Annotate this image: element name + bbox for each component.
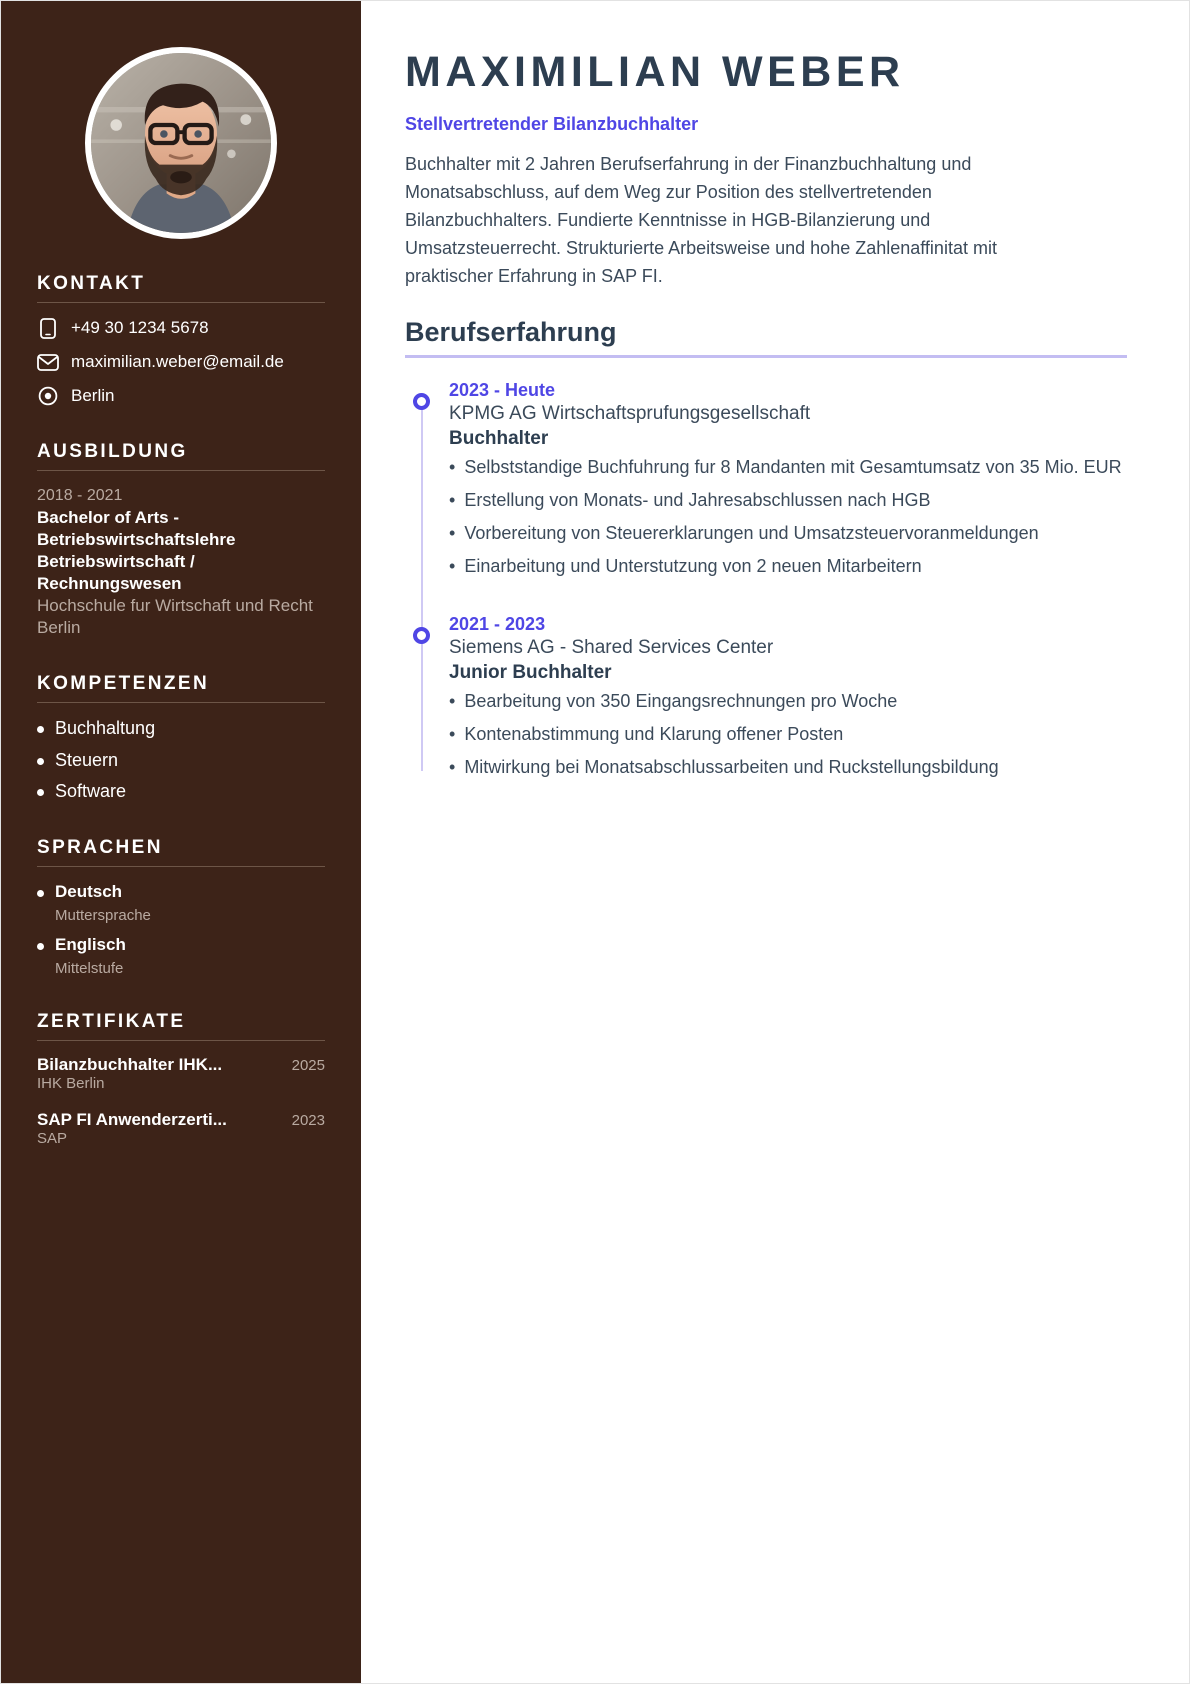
experience-bullet — [449, 688, 1127, 715]
contact-heading: KONTAKT — [37, 273, 146, 294]
email-value: maximilian.weber@email.de — [71, 352, 284, 372]
languages-heading: SPRACHEN — [37, 836, 163, 858]
divider — [37, 302, 325, 303]
education-degree: Bachelor of Arts - Betriebswirtschaftslehre Betriebswirtschaft / Rechnungswesen — [37, 507, 236, 594]
bullet-icon: • — [449, 456, 456, 477]
certificate-item — [37, 1055, 325, 1092]
location-value: Berlin — [71, 386, 115, 406]
skills-heading: KOMPETENZEN — [37, 673, 210, 695]
language-name: Englisch — [55, 935, 126, 955]
experience-dates: 2021 - 2023 — [449, 613, 546, 634]
bullet-icon: • — [449, 690, 456, 711]
bullet-text: Mitwirkung bei Monatsabschlussarbeiten und Ruckstellungsbildung — [464, 756, 999, 777]
location-icon — [37, 385, 59, 407]
contact-location[interactable] — [37, 385, 325, 407]
email-icon — [37, 351, 59, 373]
experience-bullet — [449, 721, 1127, 748]
bullet-icon — [37, 758, 44, 765]
bullet-icon: • — [449, 522, 456, 543]
certificate-year: 2025 — [291, 1057, 325, 1075]
education-dates: 2018 - 2021 — [37, 487, 123, 505]
list-item — [37, 780, 325, 803]
section-divider — [405, 355, 1127, 358]
divider — [37, 1040, 325, 1041]
education-section — [1, 441, 361, 639]
list-item — [37, 934, 325, 955]
phone-value: +49 30 1234 5678 — [71, 318, 209, 337]
phone-icon — [37, 317, 59, 339]
bullet-icon: • — [449, 489, 456, 510]
skill-label: Software — [55, 781, 127, 802]
certificate-name: Bilanzbuchhalter IHK... — [37, 1055, 223, 1075]
experience-company: Siemens AG - Shared Services Center — [449, 636, 774, 658]
bullet-icon: • — [449, 723, 456, 744]
language-name: Deutsch — [55, 881, 123, 901]
bullet-icon — [37, 789, 44, 796]
certificate-issuer: SAP — [37, 1130, 68, 1148]
job-title: Stellvertretender Bilanzbuchhalter — [405, 114, 699, 135]
experience-heading: Berufserfahrung — [405, 316, 617, 347]
skill-label: Steuern — [55, 749, 119, 770]
list-item — [37, 749, 325, 772]
bullet-text: Vorbereitung von Steuererklarungen und Umsatzsteuervoranmeldungen — [464, 522, 1039, 543]
experience-role: Buchhalter — [449, 427, 549, 449]
contact-phone[interactable] — [37, 317, 325, 339]
timeline-line — [421, 394, 423, 771]
experience-role: Junior Buchhalter — [449, 661, 612, 683]
list-item — [37, 717, 325, 740]
bullet-text: Erstellung von Monats- und Jahresabschlussen nach HGB — [464, 489, 931, 510]
bullet-text: Selbststandige Buchfuhrung fur 8 Mandanten mit Gesamtumsatz von 35 Mio. EUR — [464, 456, 1122, 477]
bullet-icon: • — [449, 756, 456, 777]
timeline-marker-icon — [413, 627, 430, 644]
divider — [37, 470, 325, 471]
language-level: Mittelstufe — [55, 960, 124, 978]
experience-timeline — [405, 380, 1127, 781]
certificate-item — [37, 1110, 325, 1147]
certificates-heading: ZERTIFIKATE — [37, 1011, 186, 1033]
bullet-text: Einarbeitung und Unterstutzung von 2 neuen Mitarbeitern — [464, 555, 922, 576]
contact-section — [1, 273, 361, 407]
languages-section — [1, 837, 361, 978]
education-heading: AUSBILDUNG — [37, 441, 188, 463]
certificate-name: SAP FI Anwenderzerti... — [37, 1110, 227, 1130]
divider — [37, 702, 325, 703]
timeline-marker-icon — [413, 393, 430, 410]
list-item — [37, 881, 325, 902]
certificate-year: 2023 — [291, 1112, 325, 1130]
education-item — [37, 485, 325, 639]
main-content — [361, 1, 1189, 1683]
bullet-icon — [37, 726, 44, 733]
bullet-text: Bearbeitung von 350 Eingangsrechnungen pro Woche — [464, 690, 898, 711]
bullet-icon — [37, 890, 44, 897]
certificates-section — [1, 1011, 361, 1147]
profile-summary: Buchhalter mit 2 Jahren Berufserfahrung in der Finanzbuchhaltung und Monatsabschluss, auf dem Weg zur Position des stellvertretenden Bilanzbuchhalters. Fundierte Kenntnisse in HGB-Bilanzierung und Umsatzsteuerrecht. Strukturierte Arbeitsweise und hohe Zahlenaffinitat mit praktischer Erfahrung in SAP FI. — [405, 154, 997, 286]
skills-section — [1, 673, 361, 803]
bullet-icon — [37, 943, 44, 950]
experience-bullet — [449, 754, 1127, 781]
avatar — [85, 47, 277, 239]
page-title: MAXIMILIAN WEBER — [405, 48, 905, 96]
sidebar — [1, 1, 361, 1683]
experience-item — [449, 614, 1127, 781]
bullet-icon: • — [449, 555, 456, 576]
certificate-issuer: IHK Berlin — [37, 1075, 105, 1093]
experience-dates: 2023 - Heute — [449, 379, 556, 400]
language-level: Muttersprache — [55, 907, 151, 925]
profile-photo — [91, 53, 271, 233]
bullet-text: Kontenabstimmung und Klarung offener Posten — [464, 723, 844, 744]
experience-bullet — [449, 454, 1127, 481]
contact-email[interactable] — [37, 351, 325, 373]
experience-item — [449, 380, 1127, 580]
experience-bullet — [449, 487, 1127, 514]
divider — [37, 866, 325, 867]
experience-bullet — [449, 553, 1127, 580]
experience-bullet — [449, 520, 1127, 547]
education-school: Hochschule fur Wirtschaft und Recht Berlin — [37, 596, 313, 638]
experience-company: KPMG AG Wirtschaftsprufungsgesellschaft — [449, 402, 811, 424]
skill-label: Buchhaltung — [55, 718, 156, 739]
